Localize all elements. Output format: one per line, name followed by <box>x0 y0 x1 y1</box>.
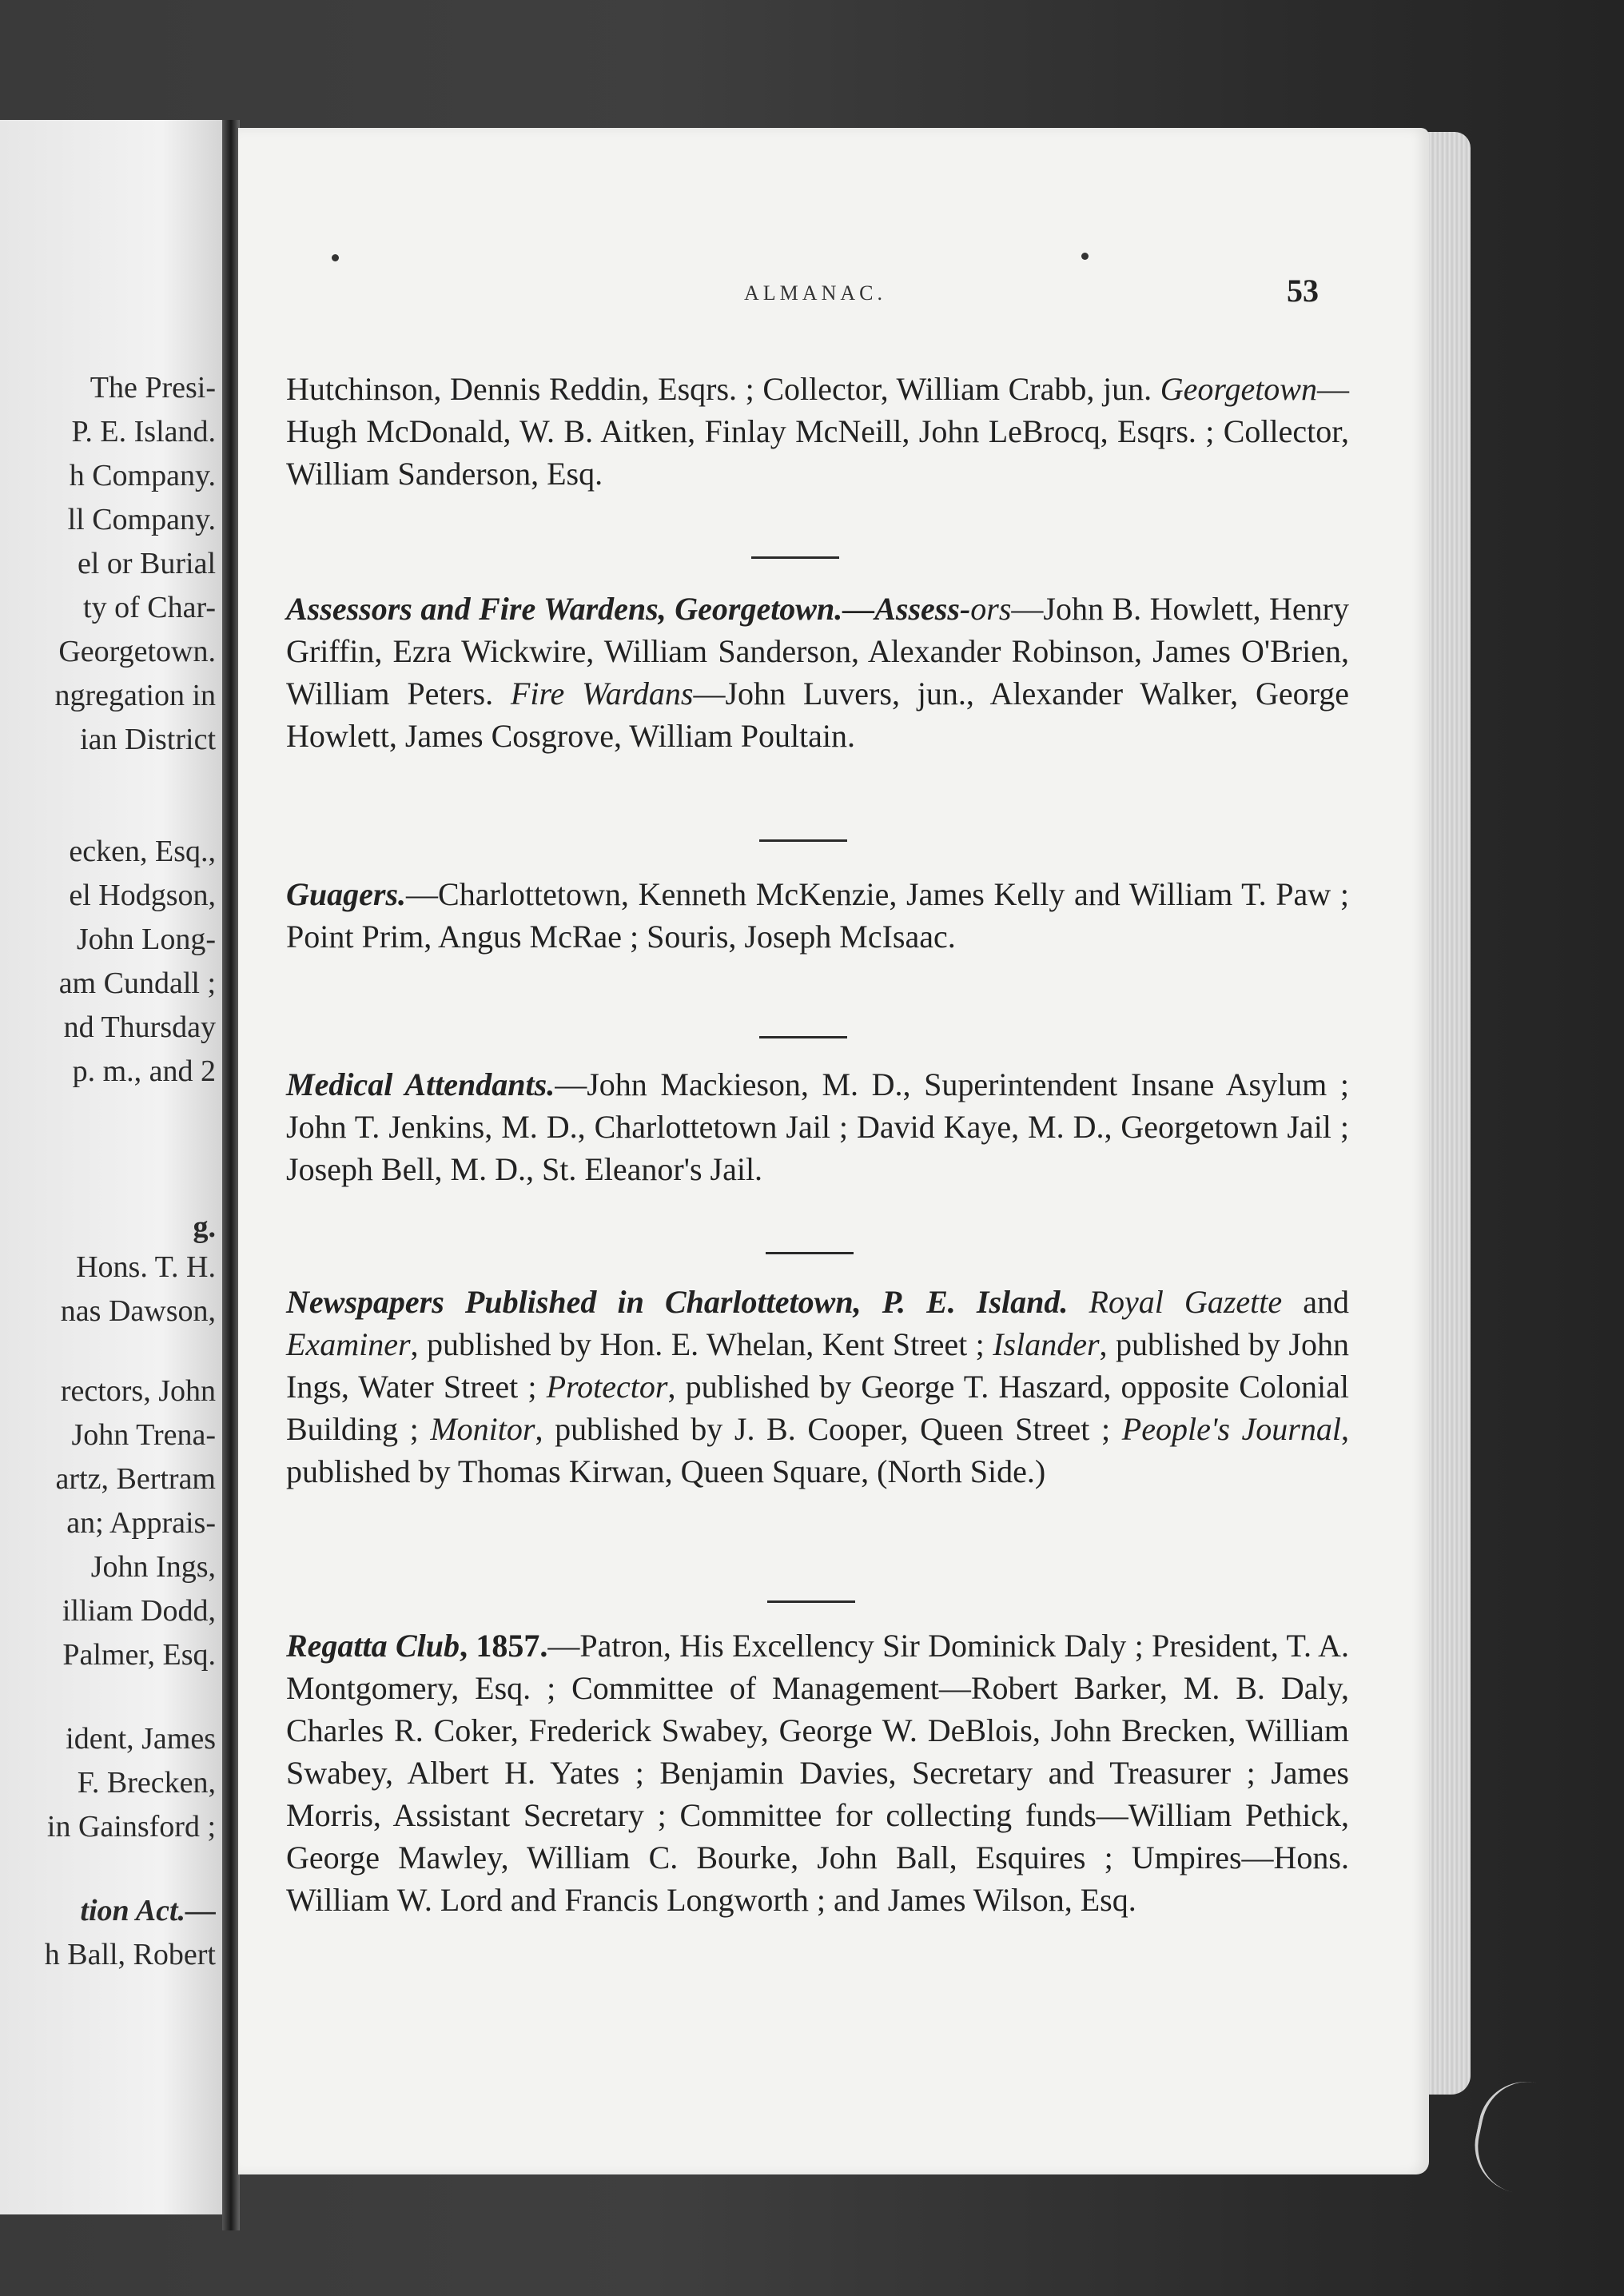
section-rule <box>751 556 839 559</box>
left-line: ecken, Esq., <box>69 835 216 868</box>
newspaper-text: , published by George T. Haszard, opposite Colonial Building ; <box>286 1369 1349 1447</box>
left-line: nas Dawson, <box>60 1294 216 1328</box>
fire-wardens-text: —John Luvers, jun., Alexander Walker, George Howlett, James Cosgrove, William Poultain. <box>286 676 1349 754</box>
left-line: ty of Char- <box>83 591 216 624</box>
collectors-place: Georgetown <box>1160 371 1317 407</box>
left-line: artz, Bertram <box>55 1462 216 1496</box>
left-line: an; Apprais- <box>66 1506 216 1540</box>
section-rule <box>767 1600 855 1603</box>
left-line: John Ings, <box>90 1550 216 1584</box>
print-dot <box>332 254 339 261</box>
section-guagers <box>286 873 1349 958</box>
fire-wardens-sub: Fire Wardans <box>510 676 694 712</box>
left-line: p. m., and 2 <box>72 1054 216 1088</box>
section-regatta <box>286 1624 1349 1921</box>
left-line: ident, James <box>66 1722 216 1756</box>
newspaper-title: Monitor <box>430 1411 535 1447</box>
left-line: John Long- <box>76 923 216 956</box>
assessors-heading: Assessors and Fire Wardens, Georgetown.—Assess- <box>286 591 971 627</box>
collectors-text: Hutchinson, Dennis Reddin, Esqrs. ; Collector, William Crabb, jun. <box>286 371 1160 407</box>
newspaper-text: , published by Hon. E. Whelan, Kent Street ; <box>410 1326 993 1362</box>
section-rule <box>766 1252 854 1254</box>
left-line: P. E. Island. <box>71 415 216 448</box>
left-page <box>0 120 232 2214</box>
newspapers-heading: Newspapers Published in Charlottetown, P. E. Island. <box>286 1284 1069 1320</box>
left-line: h Ball, Robert <box>44 1938 216 1971</box>
regatta-year: , 1857. <box>460 1628 548 1664</box>
left-line: Georgetown. <box>58 635 216 668</box>
newspaper-title: Islander <box>993 1326 1100 1362</box>
book-gutter <box>222 120 240 2230</box>
left-line: illiam Dodd, <box>62 1594 216 1628</box>
newspaper-title: Protector <box>546 1369 668 1405</box>
left-line: tion Act.— <box>80 1894 216 1927</box>
left-line: John Trena- <box>71 1418 216 1452</box>
section-rule <box>759 1036 847 1038</box>
newspaper-title: People's Journal <box>1121 1411 1341 1447</box>
left-line: h Company. <box>69 459 216 492</box>
left-line: ngregation in <box>54 679 216 712</box>
newspaper-text: and <box>1282 1284 1349 1320</box>
left-line: el or Burial <box>77 547 216 580</box>
section-rule <box>759 839 847 842</box>
regatta-text: —Patron, His Excellency Sir Dominick Daly ; President, T. A. Montgomery, Esq. ; Committee of Management—Robert Barker, M. B. Daly, Charles R. Coker, Frederick Swabey, George W. DeBlois, John Brecken, William Swabey, Albert H. Yates ; Benjamin Davies, Secretary and Treasurer ; James Morris, Assistant Secretary ; Committee for collecting funds—William Pethick, George Mawley, William C. Bourke, John Ball, Esquires ; Umpires—Hons. William W. Lord and Francis Longworth ; and James Wilson, Esq. <box>286 1628 1350 1918</box>
left-line: nd Thursday <box>63 1010 216 1044</box>
print-dot <box>1081 253 1089 260</box>
left-line: am Cundall ; <box>58 967 216 1000</box>
section-assessors <box>286 588 1349 757</box>
collectors-text-2: —Hugh McDonald, W. B. Aitken, Finlay McNeill, John LeBrocq, Esqrs. ; Collector, William Sanderson, Esq. <box>286 371 1349 492</box>
medical-text: —John Mackieson, M. D., Superintendent Insane Asylum ; John T. Jenkins, M. D., Charlottetown Jail ; David Kaye, M. D., Georgetown Jail ; Joseph Bell, M. D., St. Eleanor's Jail. <box>286 1066 1349 1187</box>
left-line: el Hodgson, <box>69 879 216 912</box>
section-medical <box>286 1063 1349 1190</box>
assessors-sub: ors <box>970 591 1012 627</box>
assessors-text: —John B. Howlett, Henry Griffin, Ezra Wickwire, William Sanderson, Alexander Robinson, James O'Brien, William Peters. <box>286 591 1350 712</box>
left-line: ian District <box>80 723 216 756</box>
newspaper-text: , published by John Ings, Water Street ; <box>286 1326 1349 1405</box>
newspaper-text: , published by Thomas Kirwan, Queen Square, (North Side.) <box>286 1411 1349 1489</box>
page-number: 53 <box>1287 273 1319 309</box>
running-header: ALMANAC. <box>744 281 886 305</box>
left-line: The Presi- <box>90 371 216 405</box>
guagers-text: —Charlottetown, Kenneth McKenzie, James Kelly and William T. Paw ; Point Prim, Angus McRae ; Souris, Joseph McIsaac. <box>286 876 1349 955</box>
left-line: ll Company. <box>67 503 216 536</box>
left-line: F. Brecken, <box>77 1766 216 1800</box>
left-line: Palmer, Esq. <box>62 1638 216 1672</box>
left-line: in Gainsford ; <box>46 1810 216 1844</box>
left-line: Hons. T. H. <box>76 1250 216 1284</box>
left-line: g. <box>193 1210 216 1244</box>
section-newspapers <box>286 1281 1349 1493</box>
medical-heading: Medical Attendants. <box>286 1066 555 1102</box>
section-collectors <box>286 368 1349 495</box>
newspaper-text: , published by J. B. Cooper, Queen Street ; <box>535 1411 1122 1447</box>
newspaper-title: Royal Gazette <box>1089 1284 1283 1320</box>
regatta-heading: Regatta Club <box>286 1628 460 1664</box>
newspaper-title: Examiner <box>286 1326 411 1362</box>
left-line: rectors, John <box>60 1374 216 1408</box>
guagers-heading: Guagers. <box>286 876 407 912</box>
